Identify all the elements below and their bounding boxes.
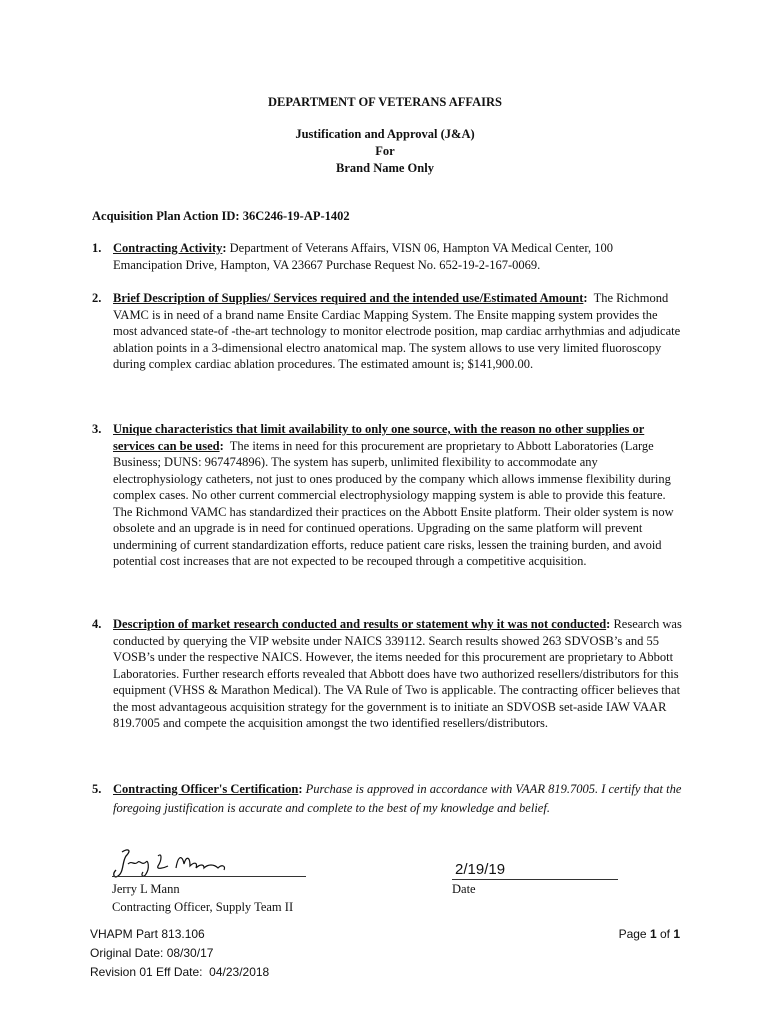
section-text: Department of Veterans Affairs, VISN 06, Hampton VA Medical Center, 100 Emancipation Drive, Hampton, VA 23667 Purchase Request No. 652-19-2-167-0069. <box>113 241 614 272</box>
footer-original-date: Original Date: 08/30/17 <box>90 946 214 960</box>
footer-part: VHAPM Part 813.106 <box>90 927 205 941</box>
section-heading: Unique characteristics that limit availability to only one source, with the reason no other supplies or services can be used <box>113 422 645 453</box>
section-heading: Contracting Activity <box>113 241 223 255</box>
section-text: The items in need for this procurement are proprietary to Abbott Laboratories (Large Business; DUNS: 967474896). The system has superb, unlimited flexibility to accommodate any electrophysiology catheters, not just to ones produced by the company which allows immense flexibility during complex cases. No other current commercial electrophysiology mapping system is able to provide this feature. The Richmond VAMC has standardized their practices on the Abbott Ensite platform. Their older system is now obsolete and an upgrade is in need for continued operations. Upgrading on the same platform will prevent undermining of current standardization efforts, reduce patient care risks, lessen the training burden, and avoid potential cost increases that are not expected to be recouped through a competitive acquisition. <box>113 438 674 568</box>
section-5: 5. Contracting Officer's Certification: Purchase is approved in accordance with VAAR 819.7005. I certify that the foregoing justification is accurate and complete to the best of my knowledge and belief. <box>92 782 682 815</box>
section-number: 1. <box>92 241 102 255</box>
footer-revision: Revision 01 Eff Date: 04/23/2018 <box>90 965 270 979</box>
section-number: 5. <box>92 782 102 796</box>
date-line <box>452 879 618 880</box>
section-heading: Description of market research conducted and results or statement why it was not conducted <box>113 617 607 631</box>
signer-title: Contracting Officer, Supply Team II <box>112 900 294 914</box>
footer-info <box>90 925 269 982</box>
section-4: 4. Description of market research conducted and results or statement why it was not conducted: Research was conducted by querying the VIP website under NAICS 339112. Search results showed 263 SDVOSB’s and 55 VOSB’s under the respective NAICS. However, the items needed for this procurement are proprietary to Abbott Laboratories. Further research efforts revealed that Abbott does have two authorized resellers/distributors for this equipment (VHSS & Marathon Medical). The VA Rule of Two is applicable. The contracting officer believes that the most advantageous acquisition strategy for the government is to initiate an SDVOSB set-aside IAW VAAR 819.7005 and compete the acquisition amongst the two identified resellers/distributors. <box>92 617 682 730</box>
section-1: 1. Contracting Activity: Department of Veterans Affairs, VISN 06, Hampton VA Medical Center, 100 Emancipation Drive, Hampton, VA 23667 Purchase Request No. 652-19-2-167-0069. <box>92 241 614 272</box>
section-heading: Contracting Officer's Certification <box>113 782 299 796</box>
section-number: 2. <box>92 291 102 305</box>
page-of: of <box>656 927 674 941</box>
date-label: Date <box>452 882 476 896</box>
page-current: 1 <box>649 927 657 941</box>
section-heading: Brief Description of Supplies/ Services required and the intended use/Estimated Amount <box>113 291 584 305</box>
section-number: 3. <box>92 422 102 436</box>
signature-line <box>112 876 306 877</box>
signer-name: Jerry L Mann <box>112 882 180 896</box>
title-line-3: Brand Name Only <box>336 161 434 175</box>
department-heading: DEPARTMENT OF VETERANS AFFAIRS <box>268 95 502 109</box>
signature-image <box>110 846 240 885</box>
date-value: 2/19/19 <box>455 861 506 878</box>
section-text: The Richmond VAMC is in need of a brand name Ensite Cardiac Mapping System. The Ensite mapping system provides the most advanced state-of -the-art technology to monitor electrode position, map cardiac arrhythmias and adjudicate ablation points in a 3-dimensional electro anatomical map. The system allows to use very limited fluoroscopy during complex cardiac ablation procedures. The estimated amount is; $141,900.00. <box>113 291 681 371</box>
section-text: Purchase is approved in accordance with VAAR 819.7005. I certify that the foregoing justification is accurate and complete to the best of my knowledge and belief. <box>113 782 682 815</box>
plan-id: Acquisition Plan Action ID: 36C246-19-AP-1402 <box>92 209 350 223</box>
section-text: Research was conducted by querying the VIP website under NAICS 339112. Search results showed 263 SDVOSB’s and 55 VOSB’s under the respective NAICS. However, the items needed for this procurement are proprietary to Abbott Laboratories. Further research efforts revealed that Abbott does have two authorized resellers/distributors for this equipment (VHSS & Marathon Medical). The VA Rule of Two is applicable. The contracting officer believes that the most advantageous acquisition strategy for the government is to initiate an SDVOSB set-aside IAW VAAR 819.7005 and compete the acquisition amongst the two identified resellers/distributors. <box>113 617 682 730</box>
section-2: 2. Brief Description of Supplies/ Services required and the intended use/Estimated Amount: The Richmond VAMC is in need of a brand name Ensite Cardiac Mapping System. The Ensite mapping system provides the most advanced state-of -the-art technology to monitor electrode position, map cardiac arrhythmias and adjudicate ablation points in a 3-dimensional electro anatomical map. The system allows to use very limited fluoroscopy during complex cardiac ablation procedures. The estimated amount is; $141,900.00. <box>92 291 681 371</box>
page-total: 1 <box>673 927 680 941</box>
page-prefix: Page <box>618 927 650 941</box>
section-3: 3. Unique characteristics that limit availability to only one source, with the reason no other supplies or services can be used: The items in need for this procurement are proprietary to Abbott Laboratories (Large Business; DUNS: 967474896). The system has superb, unlimited flexibility to accommodate any electrophysiology catheters, not just to ones produced by the company which allows immense flexibility during complex cases. No other current commercial electrophysiology mapping system is able to provide this feature. The Richmond VAMC has standardized their practices on the Abbott Ensite platform. Their older system is now obsolete and an upgrade is in need for continued operations. Upgrading on the same platform will prevent undermining of current standardization efforts, reduce patient care risks, lessen the training burden, and avoid potential cost increases that are not expected to be recouped through a competitive acquisition. <box>92 422 674 568</box>
page-number <box>619 925 680 944</box>
title-line-2: For <box>375 144 395 158</box>
section-number: 4. <box>92 617 102 631</box>
title-line-1: Justification and Approval (J&A) <box>295 127 475 141</box>
